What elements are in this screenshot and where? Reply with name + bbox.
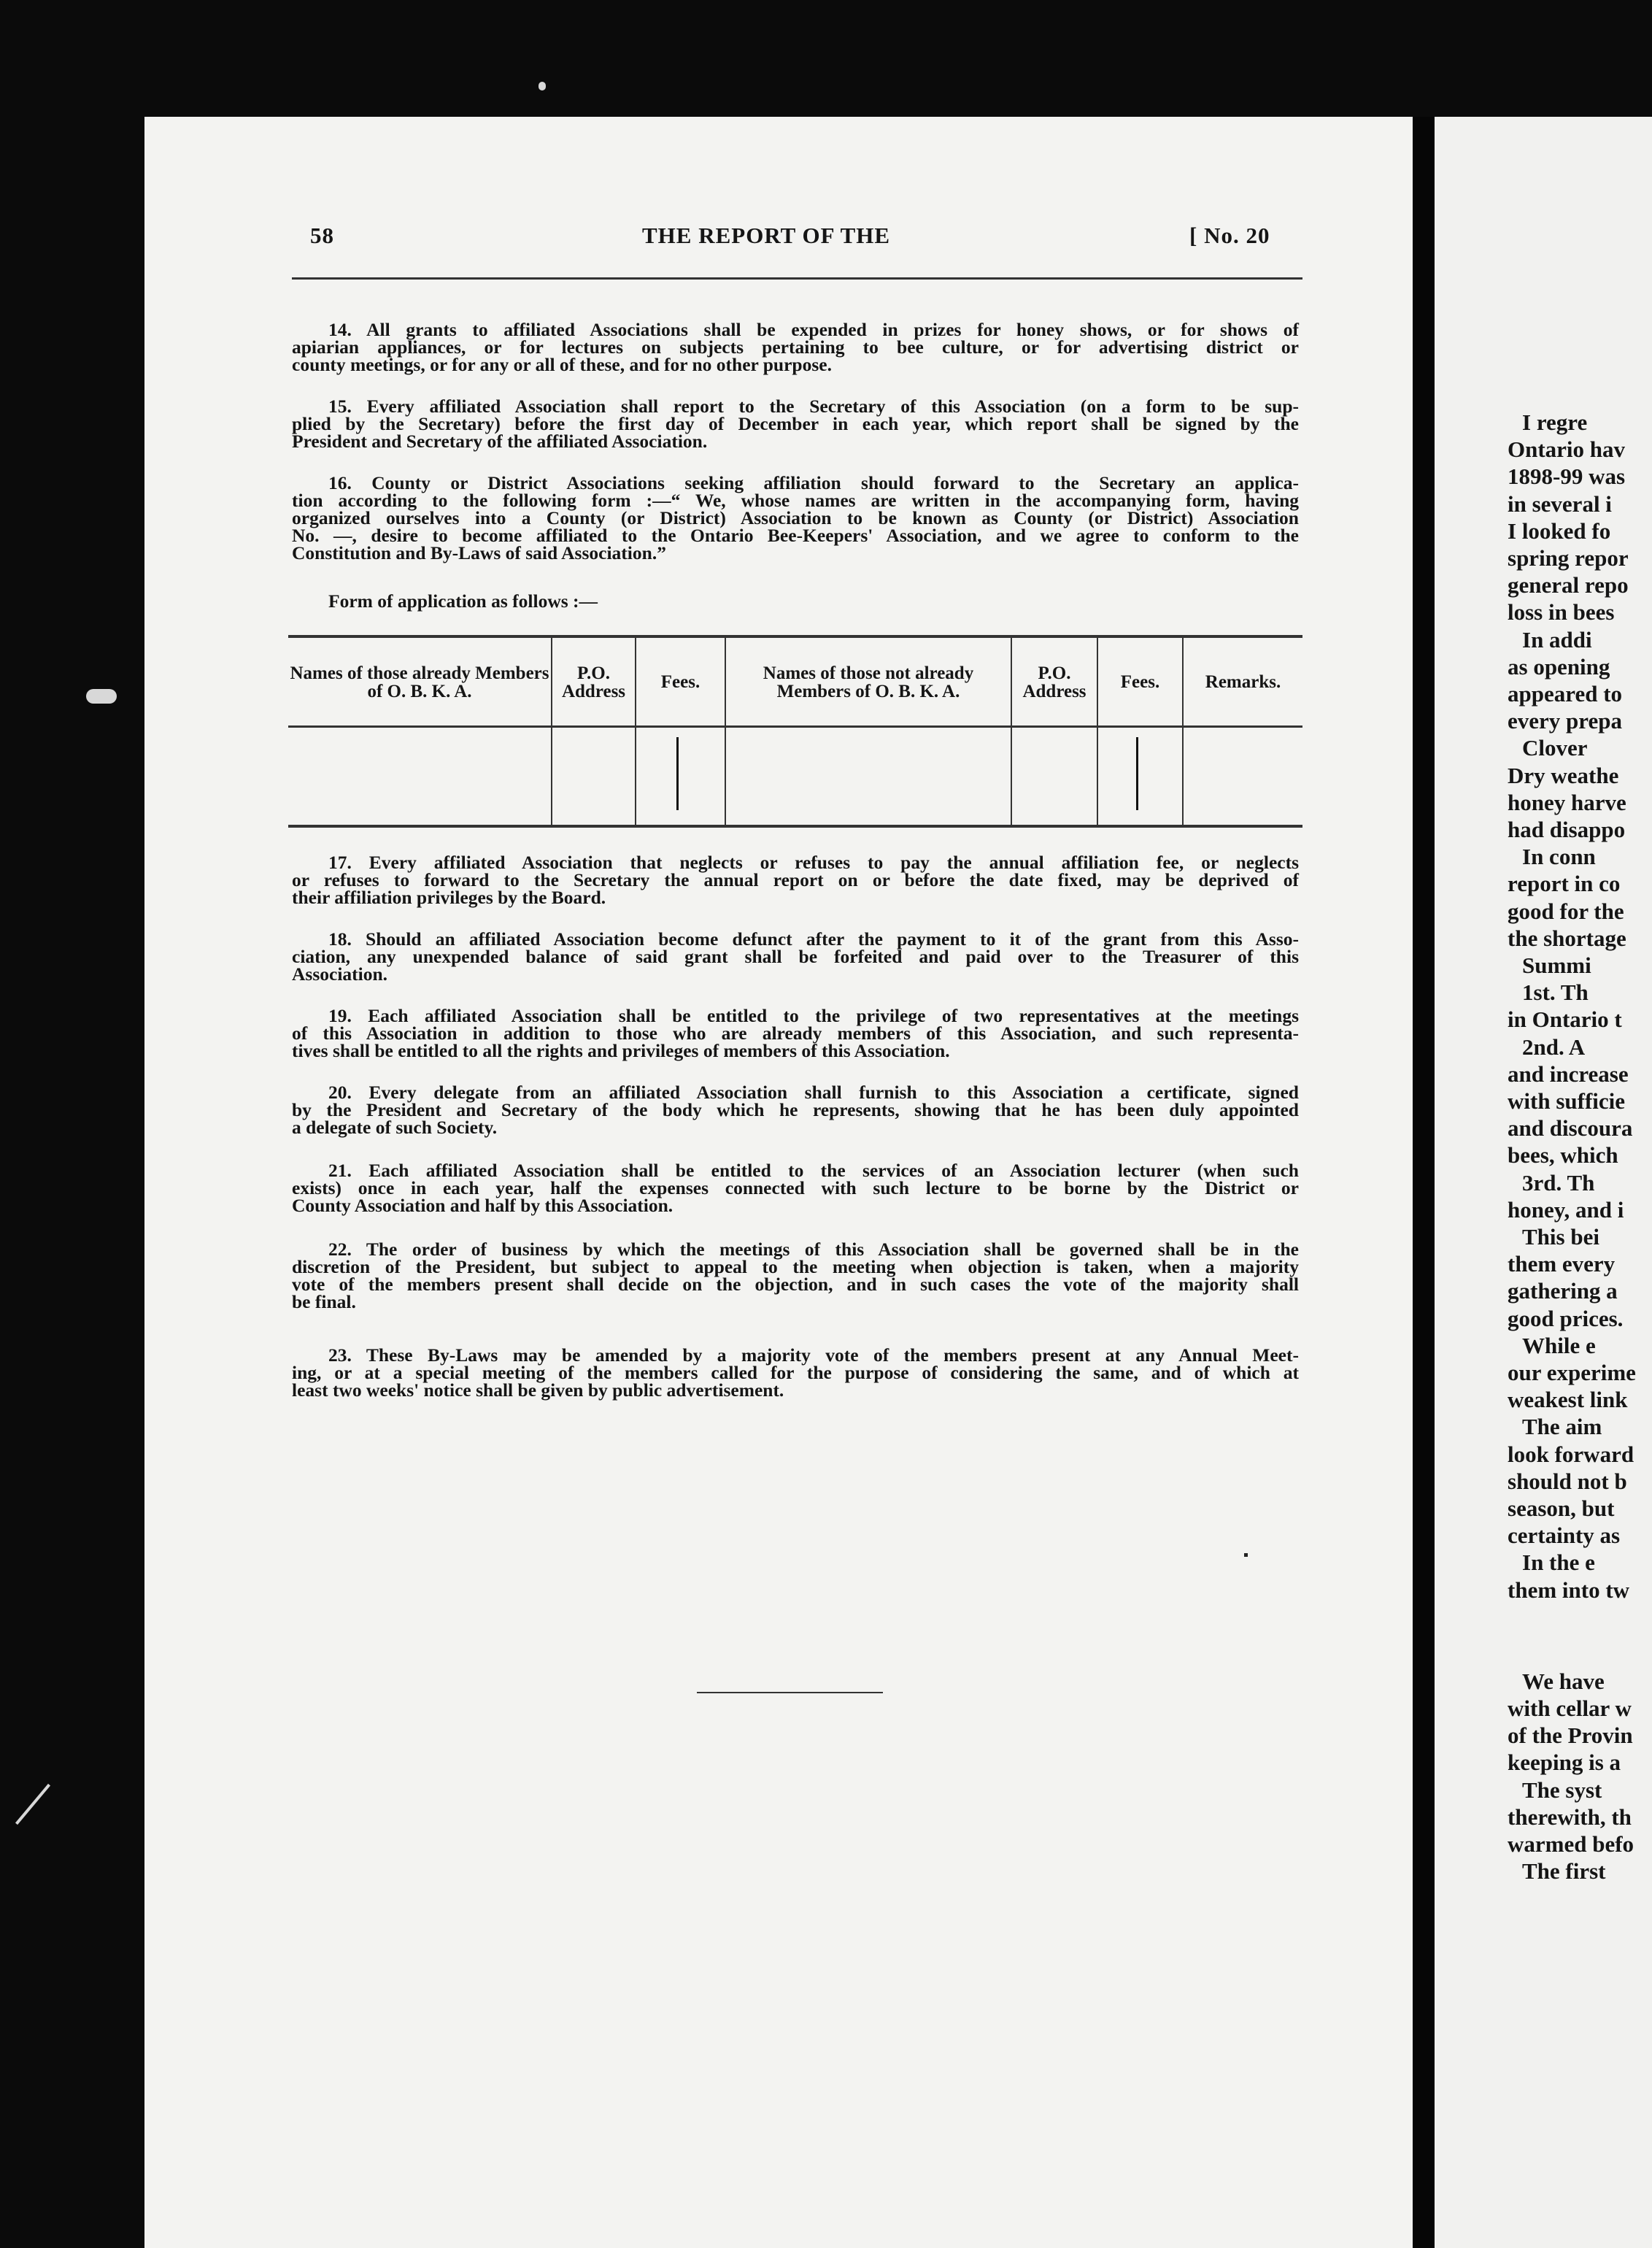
text-line: Association.	[292, 963, 388, 985]
scan-speck	[15, 1784, 50, 1825]
column-header-nonmembers-names: Names of those not already Members of O. B. K. A.	[763, 663, 974, 701]
right-page-line: The aim	[1522, 1414, 1602, 1440]
right-page-line: season, but	[1508, 1496, 1615, 1521]
right-page-line: I regre	[1522, 409, 1588, 435]
bylaw-paragraph-p22	[292, 1241, 1299, 1311]
right-page-line: report in co	[1508, 871, 1621, 897]
text-line: exists) once in each year, half the expenses connected with such lecture to be borne by the District or	[292, 1177, 1299, 1198]
running-title: THE REPORT OF THE	[642, 223, 891, 248]
right-page-line: good for the	[1508, 898, 1624, 924]
bylaw-paragraph-p15	[292, 398, 1299, 450]
bylaw-paragraph-p23	[292, 1344, 1299, 1401]
text-line: a delegate of such Society.	[292, 1117, 498, 1138]
right-page-line: bees, which	[1508, 1142, 1618, 1169]
text-line: ciation, any unexpended balance of said grant shall be forfeited and paid over to the Treasurer of this	[292, 946, 1299, 967]
text-line: 22. The order of business by which the meetings of this Association shall be governed shall be in the	[328, 1239, 1299, 1260]
right-page-line: certainty as	[1508, 1523, 1621, 1549]
scan-speck	[86, 689, 117, 704]
right-page-line: general repo	[1508, 572, 1629, 598]
right-page-line: 1st. Th	[1522, 979, 1589, 1006]
text-line: 14. All grants to affiliated Associations shall be expended in prizes for honey shows, or for shows of	[328, 319, 1299, 340]
text-line: vote of the members present shall decide on the objection, and in such cases the vote of the majority shall	[292, 1274, 1299, 1295]
fees-cell-mark	[676, 737, 679, 810]
text-line: 18. Should an affiliated Association become defunct after the payment to it of the grant from this Asso-	[328, 928, 1299, 950]
right-page-line: Summi	[1522, 952, 1591, 978]
right-page-line: with sufficie	[1508, 1088, 1626, 1114]
text-line: ing, or at a special meeting of the members called for the purpose of considering the same, and of which at	[292, 1362, 1299, 1383]
right-page-line: I looked fo	[1508, 517, 1611, 544]
text-line: Form of application as follows :—	[328, 590, 598, 612]
right-page-line: In conn	[1522, 844, 1596, 870]
bylaw-paragraph-p17	[292, 854, 1299, 906]
column-divider	[1097, 635, 1098, 826]
right-page-line: them every	[1508, 1251, 1616, 1277]
bylaw-paragraph-p20	[292, 1084, 1299, 1136]
bylaw-paragraph-p14	[292, 321, 1299, 374]
column-divider	[1182, 635, 1184, 826]
column-header-fees: Fees.	[1120, 672, 1160, 692]
text-line: be final.	[292, 1291, 356, 1312]
column-header-po-address: P.O. Address	[1022, 663, 1086, 701]
right-page-line: This bei	[1522, 1224, 1599, 1250]
text-line: plied by the Secretary) before the first day of December in each year, which report shall be signed by the	[292, 413, 1299, 434]
text-line: 21. Each affiliated Association shall be entitled to the services of an Association lecturer (when such	[328, 1160, 1299, 1181]
right-page-line: Ontario hav	[1508, 436, 1626, 463]
right-page-line: in several i	[1508, 490, 1612, 517]
text-line: discretion of the President, but subject to appeal to the meeting when objection is taken, when a majority	[292, 1256, 1299, 1277]
right-page-line: weakest link	[1508, 1387, 1628, 1413]
right-page-line: appeared to	[1508, 681, 1623, 707]
right-page-line: and increase	[1508, 1061, 1629, 1087]
page-number: 58	[310, 223, 334, 248]
right-page-line: had disappo	[1508, 817, 1626, 842]
right-page-line: The first	[1522, 1858, 1606, 1885]
right-page-line: spring repor	[1508, 545, 1629, 571]
text-line: County Association and half by this Association.	[292, 1195, 673, 1216]
bylaw-paragraph-p16	[292, 474, 1299, 562]
text-line: county meetings, or for any or all of these, and for no other purpose.	[292, 354, 832, 375]
text-line: tives shall be entitled to all the rights and privileges of members of this Association.	[292, 1040, 950, 1061]
right-page-line: keeping is a	[1508, 1749, 1621, 1776]
text-line: 19. Each affiliated Association shall be entitled to the privilege of two representatives at the meetings	[328, 1005, 1299, 1026]
bylaw-paragraph-p19	[292, 1007, 1299, 1060]
right-page-line: 2nd. A	[1522, 1033, 1586, 1060]
right-page-line: Dry weathe	[1508, 762, 1619, 788]
text-line: organized ourselves into a County (or District) Association to be known as County (or District) Association	[292, 507, 1299, 528]
right-page-line: of the Provin	[1508, 1722, 1633, 1749]
text-line: No. —, desire to become affiliated to the Ontario Bee-Keepers' Association, and we agree to conform to the	[292, 525, 1299, 546]
table-top-rule	[288, 635, 1302, 638]
text-line: President and Secretary of the affiliated Association.	[292, 431, 708, 452]
right-page-line: In the e	[1522, 1550, 1595, 1576]
fees-cell-mark	[1136, 737, 1138, 810]
header-rule	[292, 277, 1302, 280]
right-page-line: The syst	[1522, 1777, 1602, 1803]
right-page-line: with cellar w	[1508, 1695, 1632, 1721]
text-line: 20. Every delegate from an affiliated Association shall furnish to this Association a certificate, signed	[328, 1082, 1299, 1103]
table-bottom-rule	[288, 825, 1302, 828]
text-line: their affiliation privileges by the Board.	[292, 887, 606, 908]
text-line: 15. Every affiliated Association shall report to the Secretary of this Association (on a form to be sup-	[328, 396, 1299, 417]
right-page-line: warmed befo	[1508, 1831, 1634, 1857]
text-line: of this Association in addition to those who are already members of this Association, and such representa-	[292, 1023, 1299, 1044]
text-line: by the President and Secretary of the body which he represents, showing that he has been duly appointed	[292, 1099, 1299, 1120]
right-page-line: 3rd. Th	[1522, 1169, 1595, 1196]
text-line: Constitution and By-Laws of said Association.”	[292, 542, 666, 563]
column-header-fees: Fees.	[660, 672, 700, 692]
right-page-line: We have	[1522, 1668, 1605, 1694]
scan-speck	[539, 82, 546, 91]
column-divider	[635, 635, 636, 826]
right-page-line: should not b	[1508, 1468, 1627, 1494]
page-gutter	[1413, 117, 1435, 2248]
right-page-line: In addi	[1522, 626, 1592, 653]
right-page-line: Clover	[1522, 735, 1588, 761]
header-underline	[288, 725, 1302, 728]
text-line: 16. County or District Associations seeking affiliation should forward to the Secretary an applica-	[328, 472, 1299, 493]
bylaw-paragraph-form	[292, 590, 1299, 612]
right-page-line: While e	[1522, 1332, 1596, 1358]
right-page-line: them into tw	[1508, 1577, 1630, 1603]
right-page-line: the shortage	[1508, 925, 1626, 951]
right-page-line: therewith, th	[1508, 1804, 1632, 1830]
right-page-line: look forward	[1508, 1441, 1634, 1467]
text-line: 23. These By-Laws may be amended by a majority vote of the members present at any Annual Meet-	[328, 1344, 1299, 1366]
right-page-line: gathering a	[1508, 1278, 1618, 1304]
bylaw-paragraph-p21	[292, 1162, 1299, 1215]
right-page-line: as opening	[1508, 653, 1610, 680]
right-page-line: our experime	[1508, 1360, 1636, 1385]
right-page-line: good prices.	[1508, 1305, 1624, 1331]
bylaw-paragraph-p18	[292, 928, 1299, 985]
text-line: apiarian appliances, or for lectures on subjects pertaining to bee culture, or for advertising district or	[292, 336, 1299, 358]
column-header-members-names: Names of those already Members of O. B. K. A.	[290, 663, 549, 701]
column-header-remarks: Remarks.	[1205, 672, 1281, 692]
closing-rule	[697, 1692, 883, 1693]
right-page-line: loss in bees	[1508, 599, 1615, 625]
scan-speck	[1244, 1553, 1248, 1557]
right-page-line: honey harve	[1508, 789, 1626, 815]
right-page-line: every prepa	[1508, 708, 1622, 734]
application-form-table	[288, 635, 1302, 828]
document-number: [ No. 20	[1189, 223, 1270, 248]
right-page-line: and discoura	[1508, 1115, 1633, 1142]
right-page-line: honey, and i	[1508, 1196, 1624, 1223]
text-line: tion according to the following form :—“ We, whose names are written in the accompanying form, having	[292, 490, 1299, 511]
text-line: least two weeks' notice shall be given by public advertisement.	[292, 1379, 784, 1401]
column-header-po-address: P.O. Address	[561, 663, 626, 701]
text-line: 17. Every affiliated Association that neglects or refuses to pay the annual affiliation fee, or neglects	[328, 852, 1299, 873]
text-line: or refuses to forward to the Secretary the annual report on or before the date fixed, may be deprived of	[292, 869, 1299, 890]
right-page-line: in Ontario t	[1508, 1006, 1622, 1033]
right-page-line: 1898-99 was	[1508, 463, 1626, 490]
